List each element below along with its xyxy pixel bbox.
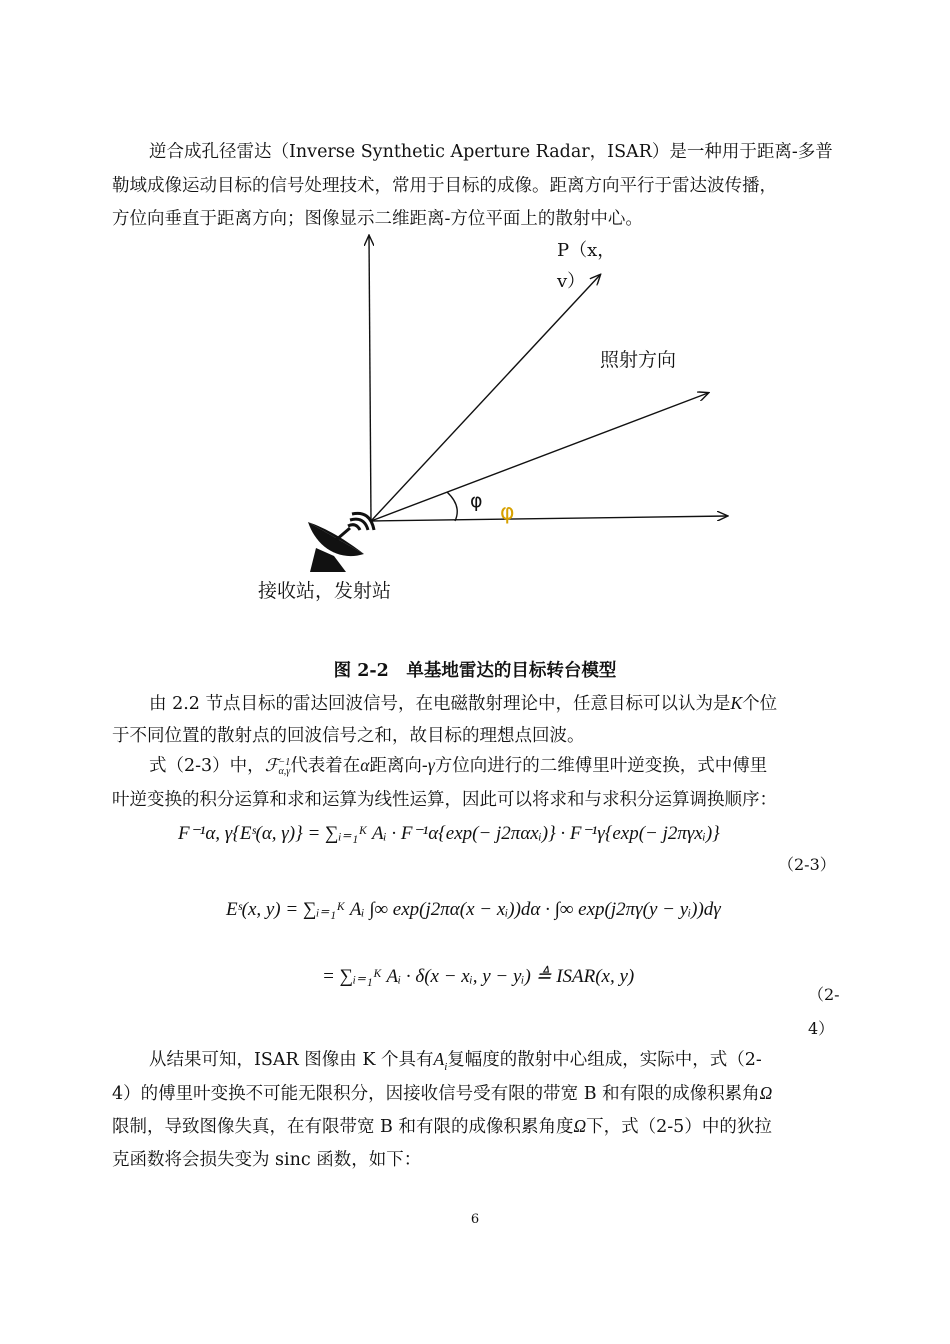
para2-line2: 于不同位置的散射点的回波信号之和，故目标的理想点回波。 xyxy=(112,726,585,746)
para3-line1: 式（2-3）中，ℱ−1 α,γ代表着在α距离向-γ方位向进行的二维傅里叶逆变换，式中傅里 xyxy=(149,755,768,777)
equation-2-3: F⁻¹α, γ{Eˢ(α, γ)} = ∑ᵢ₌₁ᴷ Aᵢ · F⁻¹α{exp(− j2παxᵢ)} · F⁻¹γ{exp(− j2πγxᵢ)} xyxy=(178,823,720,844)
para4-line1: 从结果可知，ISAR 图像由 K 个具有$A_i$复幅度的散射中心组成，实际中，式（2- xyxy=(149,1049,762,1073)
para4-line3: 限制，导致图像失真，在有限带宽 B 和有限的成像积累角度Ω下，式（2-5）中的狄拉 xyxy=(112,1116,772,1137)
point-label-line2: v） xyxy=(557,271,586,292)
equation-number-2-4-a: （2- xyxy=(808,985,840,1004)
target-line xyxy=(371,275,600,521)
radar-dish-icon xyxy=(308,513,374,572)
angle-label-yellow: φ xyxy=(500,500,515,525)
illumination-line xyxy=(371,393,708,521)
point-label-line1: P（x， xyxy=(557,240,616,261)
para4-line4: 克函数将会损失变为 sinc 函数，如下： xyxy=(112,1150,422,1170)
page-number: 6 xyxy=(470,1212,480,1227)
figure-caption: 图 2-2 单基地雷达的目标转台模型 xyxy=(333,661,617,681)
para3-line2: 叶逆变换的积分运算和求和运算为线性运算，因此可以将求和与求积分运算调换顺序： xyxy=(112,790,777,810)
para1-line3: 方位向垂直于距离方向；图像显示二维距离-方位平面上的散射中心。 xyxy=(112,209,643,229)
horizontal-axis xyxy=(371,516,727,521)
para2-line1: 由 2.2 节点目标的雷达回波信号，在电磁散射理论中，任意目标可以认为是K个位 xyxy=(149,693,778,714)
para4-line2: 4）的傅里叶变换不可能无限积分，因接收信号受有限的带宽 B 和有限的成像积累角Ω xyxy=(112,1083,773,1104)
para1-line2: 勒域成像运动目标的信号处理技术，常用于目标的成像。距离方向平行于雷达波传播， xyxy=(112,176,777,196)
angle-arc xyxy=(447,492,457,521)
vertical-axis xyxy=(369,236,371,521)
equation-number-2-4-b: 4） xyxy=(808,1019,835,1038)
station-label: 接收站，发射站 xyxy=(258,580,392,602)
para1-line1: 逆合成孔径雷达（Inverse Synthetic Aperture Radar，ISAR）是一种用于距离-多普 xyxy=(149,142,833,162)
turntable-model-diagram xyxy=(0,0,950,640)
illumination-label: 照射方向 xyxy=(600,349,677,371)
equation-2-4-line2: = ∑ᵢ₌₁ᴷ Aᵢ · δ(x − xᵢ, y − yᵢ) ≜ ISAR(x, y) xyxy=(322,966,635,987)
equation-2-4-line1: Eˢ(x, y) = ∑ᵢ₌₁ᴷ Aᵢ ∫∞ exp(j2πα(x − xᵢ))dα · ∫∞ exp(j2πγ(y − yᵢ))dγ xyxy=(226,899,721,920)
equation-number-2-3: （2-3） xyxy=(778,855,836,874)
angle-label-black: φ xyxy=(470,490,483,512)
